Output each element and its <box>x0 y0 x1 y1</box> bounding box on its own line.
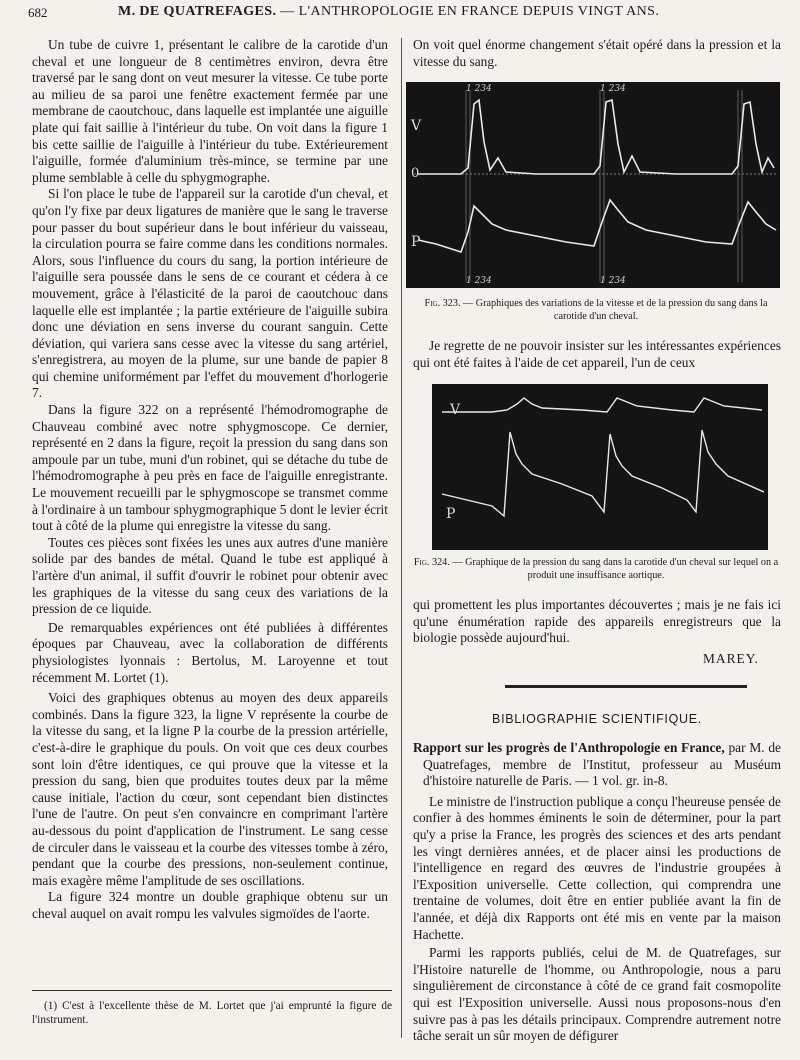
caption-text: — Graphique de la pression du sang dans la carotide d'un cheval sur lequel on a produit une insuffisance aortique. <box>452 557 779 581</box>
running-header <box>0 0 800 28</box>
right-intro <box>413 37 781 70</box>
timing-label: 1 234 <box>600 84 626 94</box>
footnote-text: (1) C'est à l'excellente thèse de M. Lortet que j'ai emprunté la figure de l'instrument. <box>32 1000 392 1027</box>
paragraph: Voici des graphiques obtenus au moyen des deux appareils combinés. Dans la figure 323, la ligne V représente la courbe de la vitesse du sang, et la ligne P la courbe de la pression artérielle, c'est-à-dire le graphique du pouls. On voit que ces deux courbes sont loin d'être identiques, ce qui prouve que la vitesse et la pression du sang, bien que produites toutes deux par la même cause initiale, l'action du cœur, sont cependant bien distinctes l'une de l'autre. On peut s'en convaincre en comprimant l'artère au-dessous du point d'application de l'instrument. Le sang cesse de circuler dans le vaisseau et la courbe des vitesses tombe à zéro, pendant que la courbe des pressions, non-seulement continue, mais exagère même l'amplitude de ses oscillations. <box>32 690 388 888</box>
figure-324-graph <box>432 384 768 550</box>
paragraph: On voit quel énorme changement s'était opéré dans la pression et la vitesse du sang. <box>413 37 781 69</box>
running-author: M. DE QUATREFAGES. <box>118 4 277 19</box>
curve-label-v: V <box>411 118 422 134</box>
caption-text: — Graphiques des variations de la vitesse et de la pression du sang dans la carotide d'un cheval. <box>463 298 768 322</box>
bibliography-section <box>413 740 781 1045</box>
figure-label: Fig. 323. <box>424 298 461 309</box>
running-title <box>118 4 659 20</box>
pressure-curve <box>442 430 764 516</box>
page-number: 682 <box>28 5 48 20</box>
author-signature: MAREY. <box>703 650 759 666</box>
bibliography-heading: BIBLIOGRAPHIE SCIENTIFIQUE. <box>492 712 702 726</box>
figure-323 <box>406 82 780 288</box>
curve-label-v: V <box>450 402 461 418</box>
footnote-divider <box>32 990 392 991</box>
velocity-curve <box>418 100 774 174</box>
left-column <box>32 37 388 922</box>
right-regret <box>413 338 781 371</box>
figure-label: Fig. 324. <box>413 557 450 568</box>
right-closing <box>413 597 781 667</box>
paragraph: Je regrette de ne pouvoir insister sur les intéressantes expériences qui ont été faites à l'aide de cet appareil, l'un de ceux <box>413 338 781 370</box>
paragraph: Toutes ces pièces sont fixées les unes aux autres d'une manière solide par des bandes de métal. Quand le tube est appliqué à l'artère d'un animal, il suffit d'ouvrir le robinet pour obtenir avec les graphiques de la vitesse du sang ceux des variations de la pression de ce liquide. <box>32 534 388 617</box>
running-article-title: L'ANTHROPOLOGIE EN FRANCE DEPUIS VINGT ANS. <box>298 4 660 19</box>
figure-324 <box>432 384 768 550</box>
pressure-curve <box>418 200 776 252</box>
running-dash: — <box>280 4 295 19</box>
paragraph: De remarquables expériences ont été publiées à différentes époques par Chauveau, avec la collaboration de différents physiologistes lyonnais : Bertolus, M. Laroyenne et tout récemment M. Lortet (1). <box>32 619 388 685</box>
figure-323-graph <box>406 82 780 288</box>
figure-323-caption <box>413 298 779 323</box>
paragraph: Un tube de cuivre 1, présentant le calibre de la carotide d'un cheval et une longueur de 8 centimètres environ, devra être traversé par le sang dont on veut mesurer la vitesse. Ce tube porte au milieu de sa paroi une fenêtre exactement fermée par une membrane de caoutchouc, dans laquelle est implantée une aiguille plate qui fait saillie à l'intérieur du tube. On voit dans la figure 1 bis cette saillie de l'aiguille à l'intérieur du tube. Extérieurement l'aiguille, formée d'aluminium très-mince, se termine par une plume semblable à celle du sphygmographe. <box>32 37 388 185</box>
timing-label: 1 234 <box>600 276 626 286</box>
figure-324-caption <box>413 557 779 582</box>
paragraph: Dans la figure 322 on a représenté l'hémodromographe de Chauveau combiné avec notre sphygmoscope. Ce dernier, représenté en 2 dans la figure, reçoit la pression du sang dans son ampoule par un tube, muni d'un robinet, qui se détache du tube de l'hémodromographe à peu près en face de l'aiguille enregistrante. Le mouvement recueilli par le sphygmoscope se transmet comme à l'ordinaire à un tambour sphygmographique 5 dont le levier écrit tout à côté de la plume qui enregistre la vitesse du sang. <box>32 402 388 534</box>
bibliography-entry <box>413 740 781 790</box>
paragraph: La figure 324 montre un double graphique obtenu sur un cheval auquel on avait rompu les valvules sigmoïdes de l'aorte. <box>32 889 388 921</box>
bibliography-entry-title: Rapport sur les progrès de l'Anthropologie en France, <box>413 740 725 755</box>
curve-label-p: P <box>411 234 421 250</box>
paragraph: Le ministre de l'instruction publique a conçu l'heureuse pensée de confier à des hommes éminents le soin de déterminer, pour la part qu'y a prise la France, les progrès des sciences et des arts pendant les vingt dernières années, et de placer ainsi les productions de l'intelligence en regard des œuvres de l'industrie groupées à l'Exposition universelle. Cette collection, qui comprendra une trentaine de volumes, doit être en entier publiée avant la fin de l'année, et déjà dix Rapports ont été mis en vente par la maison Hachette. <box>413 793 781 942</box>
paragraph: Si l'on place le tube de l'appareil sur la carotide d'un cheval, et qu'on l'y fixe par deux ligatures de manière que le sang le traverse pour passer du bout supérieur dans le bout inférieur du vaisseau, la circulation pourra se faire comme dans les conditions normales. Alors, sous l'influence du cours du sang, la portion intérieure de l'aiguille sera poussée dans le sens de ce courant et cédera à ce mouvement, grâce à l'élasticité de la paroi de caoutchouc dans laquelle elle est implantée ; la partie extérieure de l'aiguille subira donc une déviation en sens inverse du courant sanguin. Cette déviation, qui variera sans cesse avec la vitesse du sang artériel, s'enregistrera, au moyen de la plume, sur une bande de papier 8 qui chemine uniformément par l'effet du mouvement d'horlogerie 7. <box>32 186 388 401</box>
curve-label-p: P <box>446 506 456 522</box>
velocity-curve <box>442 398 762 412</box>
footnote <box>32 999 392 1028</box>
paragraph: Parmi les rapports publiés, celui de M. de Quatrefages, sur l'Histoire naturelle de l'homme, ou Anthropologie, nous a paru singulièrement de circonstance à côté de ce grand fait cosmopolite qui est l'Exposition universelle. Aussi nous proposons-nous d'en suivre pas à pas les détails principaux. Comprendre autrement notre tâche serait un sûr moyen de défigurer <box>413 945 781 1044</box>
section-divider <box>505 685 747 688</box>
timing-label: 1 234 <box>466 84 492 94</box>
bibliography-entry-details: par M. de Quatrefages, membre de l'Institut, professeur au Muséum d'histoire naturelle de Paris. — 1 vol. gr. in-8. <box>423 740 781 789</box>
paragraph: qui promettent les plus importantes découvertes ; mais je ne fais ici qu'une énumération rapide des appareils enregistreurs que la biologie possède aujourd'hui. <box>413 597 781 646</box>
curve-label-zero: 0 <box>411 166 420 181</box>
column-divider <box>401 38 402 1038</box>
timing-label: 1 234 <box>466 276 492 286</box>
